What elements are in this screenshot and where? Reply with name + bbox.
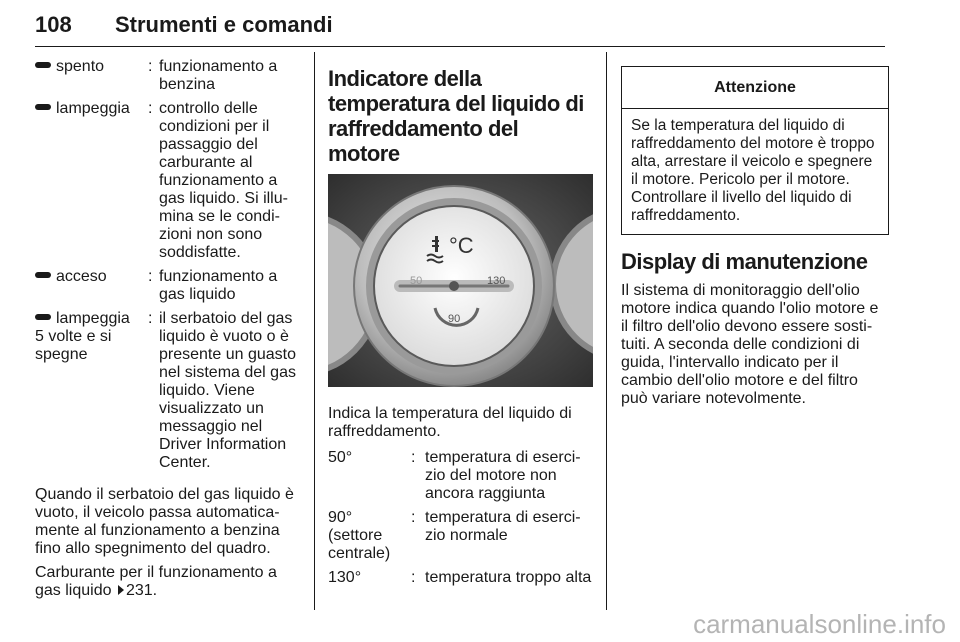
column-divider-1 xyxy=(314,52,315,610)
led-icon xyxy=(35,314,51,320)
def-term: spento xyxy=(35,58,153,76)
attention-box xyxy=(621,66,889,235)
header-rule xyxy=(35,46,885,47)
def-row-90: 90° (settore centrale) : temperatura di eserci-zio normale xyxy=(328,509,593,563)
def-term: acceso xyxy=(35,268,153,286)
column-2 xyxy=(328,66,593,593)
section-title-coolant: Indicatore della temperatura del liquido di raffreddamento del motore xyxy=(328,66,584,166)
def-term: 50° xyxy=(328,449,353,466)
def-desc: funzionamento a benzina xyxy=(159,58,278,93)
def-row-on: acceso : funzionamento a gas liquido xyxy=(35,268,297,304)
def-row-off: spento : funzionamento a benzina xyxy=(35,58,297,94)
coolant-gauge-image xyxy=(328,174,593,387)
def-desc: il serbatoio del gas liquido è vuoto o è presente un guasto nel sistema del gas liquido. Viene visualizzato un messaggio nel Driver Information Center. xyxy=(159,310,296,471)
page-number: 108 xyxy=(35,12,72,37)
page-ref-arrow-icon xyxy=(118,585,124,595)
led-icon xyxy=(35,272,51,278)
def-desc: controllo delle condizioni per il passaggio del carburante al funzionamento a gas liquido. Si illu-mina se le condi-zioni non sono soddisfatte. xyxy=(159,100,288,261)
def-row-50: 50° : temperatura di eserci-zio del motore non ancora raggiunta xyxy=(328,449,593,503)
gauge-label-50: 50 xyxy=(410,275,423,287)
gauge-label-90: 90 xyxy=(448,313,461,325)
column-divider-2 xyxy=(606,52,607,610)
def-row-blink5: lampeggia 5 volte e si spegne : il serbatoio del gas liquido è vuoto o è presente un guasto nel sistema del gas liquido. Viene visualizzato un messaggio nel Driver Information Center. xyxy=(35,310,296,471)
page-header xyxy=(35,6,885,46)
chapter-title: Strumenti e comandi xyxy=(115,12,333,37)
def-term: lampeggia 5 volte e si spegne xyxy=(35,310,130,363)
paragraph-reference: Carburante per il funzionamento a gas liquido 231. xyxy=(35,564,277,599)
gauge-label-130: 130 xyxy=(487,275,506,287)
def-term: 90° (settore centrale) xyxy=(328,509,391,562)
paragraph-maintenance: Il sistema di monitoraggio dell'olio motore indica quando l'olio motore e il filtro dell'olio devono essere sosti-tuiti. A seconda delle condizioni di guida, l'intervallo indicato per il cambio dell'olio motore e del filtro può variare notevolmente. xyxy=(621,282,879,407)
paragraph-intro: Indica la temperatura del liquido di raffreddamento. xyxy=(328,405,572,440)
def-desc: temperatura di eserci-zio normale xyxy=(425,509,581,544)
led-icon xyxy=(35,104,51,110)
column-3 xyxy=(621,66,889,414)
paragraph: Quando il serbatoio del gas liquido è vuoto, il veicolo passa automatica-mente al funzionamento a benzina fino allo spegnimento del quadro. xyxy=(35,486,294,557)
attention-title: Attenzione xyxy=(622,67,888,109)
section-title-maintenance: Display di manutenzione xyxy=(621,249,868,274)
def-desc: funzionamento a gas liquido xyxy=(159,268,278,303)
def-desc: temperatura troppo alta xyxy=(425,569,592,586)
gauge-unit: °C xyxy=(449,233,474,258)
attention-text: Se la temperatura del liquido di raffreddamento del motore è troppo alta, arrestare il veicolo e spegnere il motore. Pericolo per il motore. Controllare il livello del liquido di raffreddamento. xyxy=(631,117,875,224)
def-term: 130° xyxy=(328,569,362,586)
def-row-130: 130° : temperatura troppo alta xyxy=(328,569,592,586)
def-term: lampeggia xyxy=(35,100,153,118)
watermark: carmanualsonline.info xyxy=(693,609,946,639)
led-icon xyxy=(35,62,51,68)
def-desc: temperatura di eserci-zio del motore non ancora raggiunta xyxy=(425,449,581,502)
def-row-blink: lampeggia : controllo delle condizioni per il passaggio del carburante al funzionamento a gas liquido. Si illu-mina se le condi-zioni non sono soddisfatte. xyxy=(35,100,297,262)
column-1 xyxy=(35,58,297,606)
